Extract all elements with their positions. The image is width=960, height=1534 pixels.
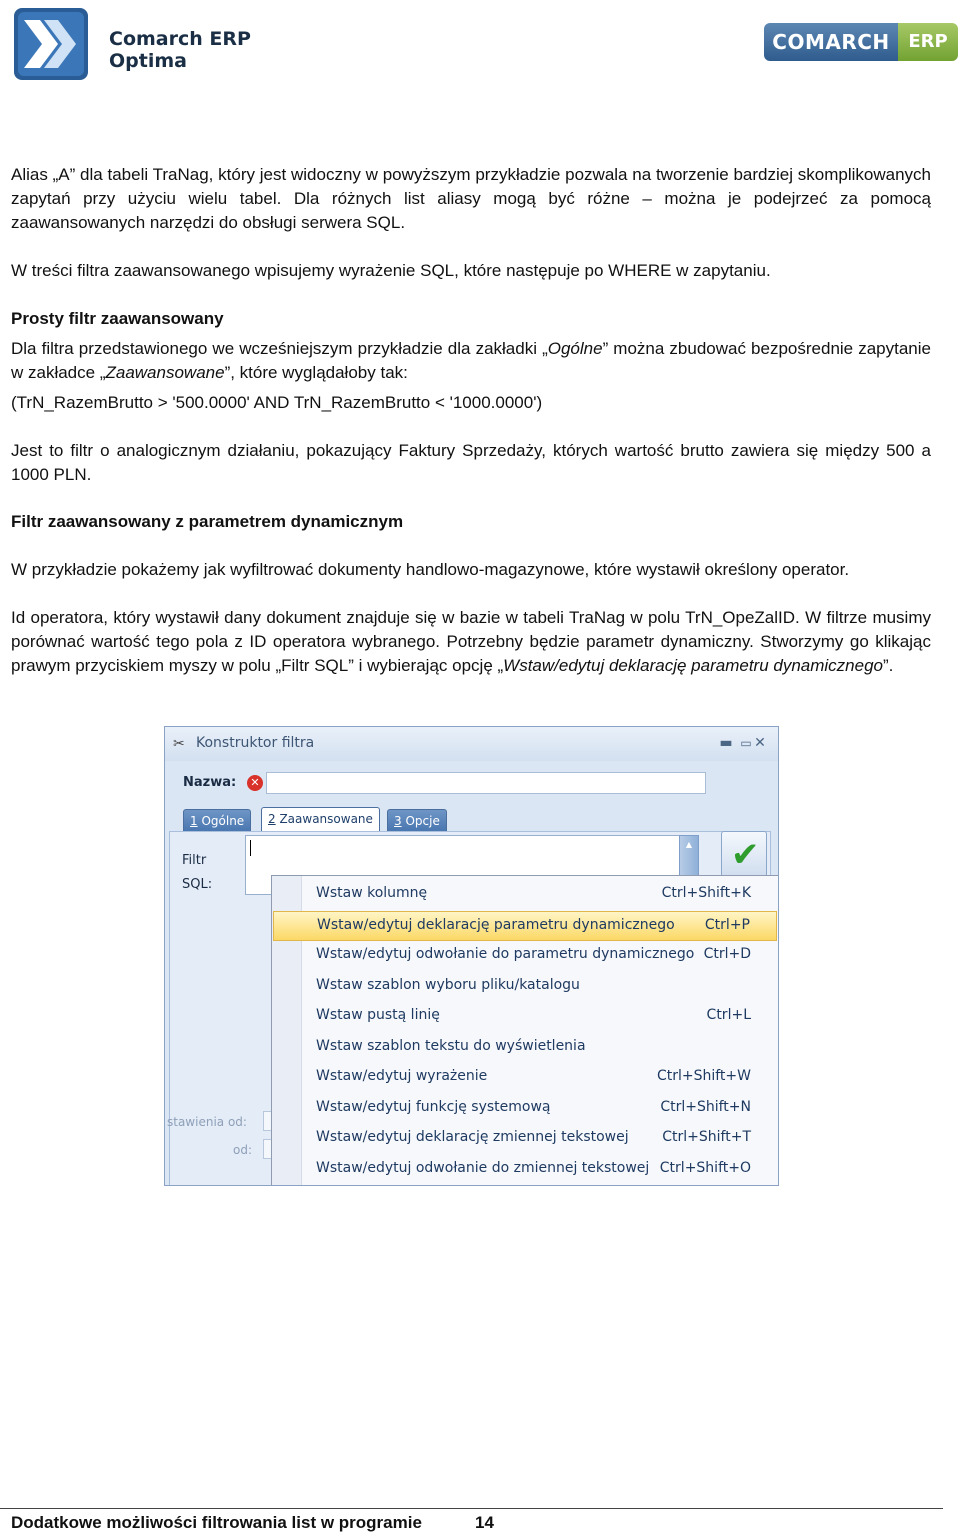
product-name — [109, 28, 251, 72]
menu-item-shortcut: Ctrl+Shift+N — [660, 1098, 751, 1115]
error-icon: ✕ — [247, 775, 263, 791]
window-titlebar — [165, 727, 778, 761]
menu-item-shortcut: Ctrl+D — [703, 946, 751, 962]
menu-item-label: Wstaw pustą linię — [316, 1007, 440, 1023]
checkmark-icon: ✔ — [731, 835, 760, 875]
product-name-line-2: Optima — [109, 50, 187, 72]
maximize-icon[interactable]: ▭ — [740, 736, 752, 750]
menu-item-shortcut: Ctrl+P — [704, 916, 750, 933]
paragraph-example-operator: W przykładzie pokażemy jak wyfiltrować dokumenty handlowo-magazynowe, które wystawił określony operator. — [11, 560, 850, 579]
product-name-line-1: Comarch ERP — [109, 28, 251, 50]
tab-hotkey: 3 — [394, 814, 402, 828]
sql-example: (TrN_RazemBrutto > '500.0000' AND TrN_RazemBrutto < '1000.0000') — [11, 393, 543, 412]
name-input[interactable] — [266, 772, 706, 794]
context-menu — [271, 875, 779, 1186]
menu-item-label: Wstaw/edytuj wyrażenie — [316, 1068, 488, 1084]
footer-title: Dodatkowe możliwości filtrowania list w programie — [11, 1513, 422, 1532]
tab-hotkey: 1 — [190, 814, 198, 828]
comarch-erp-brand-logo — [764, 23, 958, 61]
filter-builder-screenshot — [164, 726, 779, 1186]
italic-tab-name: Ogólne — [547, 339, 603, 358]
tab-options[interactable] — [387, 809, 447, 831]
menu-item-shortcut: Ctrl+L — [706, 1007, 751, 1023]
menu-item-shortcut: Ctrl+Shift+O — [659, 1159, 751, 1176]
menu-item-shortcut: Ctrl+Shift+W — [656, 1068, 751, 1084]
footer-divider — [0, 1508, 943, 1509]
menu-item-label: Wstaw/edytuj odwołanie do zmiennej tekstowej — [316, 1159, 650, 1176]
confirm-button[interactable] — [721, 831, 767, 879]
menu-item-shortcut: Ctrl+Shift+K — [661, 885, 751, 901]
menu-item-label: Wstaw/edytuj odwołanie do parametru dynamicznego — [316, 946, 695, 962]
window-title: Konstruktor filtra — [196, 735, 315, 751]
italic-tab-name: Zaawansowane — [105, 363, 225, 382]
context-menu-item[interactable] — [273, 1002, 777, 1032]
brand-comarch-text: COMARCH — [764, 23, 898, 61]
sql-filter-label-line-2: SQL: — [182, 877, 213, 892]
text-segment: ”, które wyglądałoby tak: — [224, 363, 408, 382]
name-row — [165, 761, 778, 827]
text-segment: Id operatora, który wystawił dany dokument znajduje się w bazie w tabeli TraNag w polu TrN_OpeZalID. W filtrze musimy porównać wartość tego pola z ID operatora wybranego. Potrzebny będzie parametr dynamiczny. Stworzymy go klikając prawym przyciskiem myszy w polu „Filtr SQL” i wybierając opcję „ — [11, 608, 931, 675]
tab-advanced[interactable] — [261, 807, 380, 831]
text-segment: ”. — [883, 656, 894, 675]
optima-logo-icon — [14, 8, 88, 80]
menu-item-label: Wstaw kolumnę — [316, 885, 428, 901]
scroll-up-icon[interactable]: ▲ — [685, 840, 693, 849]
paragraph-filter-description: Jest to filtr o analogicznym działaniu, pokazujący Faktury Sprzedaży, których wartość brutto zawiera się między 500 a 1000 PLN. — [11, 441, 931, 484]
tab-label: Opcje — [401, 814, 440, 828]
menu-item-label: Wstaw/edytuj funkcję systemową — [316, 1098, 551, 1115]
tab-label: Ogólne — [197, 814, 245, 828]
text-segment: ” można zbudować bezpośrednie zapytanie w zakładce „ — [11, 339, 931, 382]
menu-item-shortcut: Ctrl+Shift+T — [662, 1129, 751, 1145]
comarch-erp-optima-logo — [14, 8, 254, 80]
close-icon[interactable]: ✕ — [754, 735, 766, 751]
page-number: 14 — [475, 1513, 494, 1532]
menu-item-label: Wstaw szablon tekstu do wyświetlenia — [316, 1037, 586, 1054]
menu-item-label: Wstaw/edytuj deklarację parametru dynamicznego — [317, 916, 675, 933]
context-menu-item[interactable] — [273, 1094, 777, 1124]
menu-item-label: Wstaw szablon wyboru pliku/katalogu — [316, 976, 580, 993]
paragraph-alias: Alias „A” dla tabeli TraNag, który jest widoczny w powyższym przykładzie pozwala na tworzenie bardziej skomplikowanych zapytań przy użyciu wielu tabel. Dla różnych list aliasy mogą być różne – można je podejrzeć za pomocą zaawansowanych narzędzi do obsługi serwera SQL. — [11, 165, 931, 232]
heading-simple-filter: Prosty filtr zaawansowany — [11, 309, 224, 328]
paragraph-where: W treści filtra zaawansowanego wpisujemy wyrażenie SQL, które następuje po WHERE w zapytaniu. — [11, 261, 771, 280]
text-caret — [250, 840, 251, 856]
context-menu-item[interactable] — [273, 941, 777, 971]
tab-general[interactable] — [183, 809, 251, 831]
minimize-icon[interactable]: ▬ — [719, 735, 733, 751]
sql-filter-label-line-1: Filtr — [182, 853, 207, 868]
italic-menu-option: Wstaw/edytuj deklarację parametru dynamicznego — [503, 656, 883, 675]
menu-item-label: Wstaw/edytuj deklarację zmiennej tekstowej — [316, 1129, 629, 1145]
paragraph-simple-filter — [11, 337, 931, 385]
context-menu-item[interactable] — [273, 1033, 777, 1063]
date-from-label-2: od: — [233, 1143, 253, 1157]
context-menu-item[interactable] — [273, 972, 777, 1002]
tab-label: Zaawansowane — [275, 812, 373, 826]
sql-filter-label — [182, 849, 212, 897]
context-menu-item[interactable] — [273, 1063, 777, 1093]
name-label: Nazwa: — [183, 775, 237, 790]
context-menu-item[interactable] — [273, 1155, 777, 1185]
context-menu-item[interactable] — [273, 911, 777, 941]
text-segment: Dla filtra przedstawionego we wcześniejszym przykładzie dla zakładki „ — [11, 339, 548, 358]
context-menu-item[interactable] — [273, 880, 777, 910]
date-from-label: stawienia od: — [167, 1115, 247, 1129]
paragraph-operator-id — [11, 606, 931, 678]
heading-dynamic-parameter: Filtr zaawansowany z parametrem dynamicznym — [11, 512, 404, 531]
tab-hotkey: 2 — [268, 812, 276, 826]
filter-builder-icon: ✂ — [173, 736, 185, 752]
context-menu-item[interactable] — [273, 1124, 777, 1154]
brand-erp-text: ERP — [898, 23, 958, 61]
